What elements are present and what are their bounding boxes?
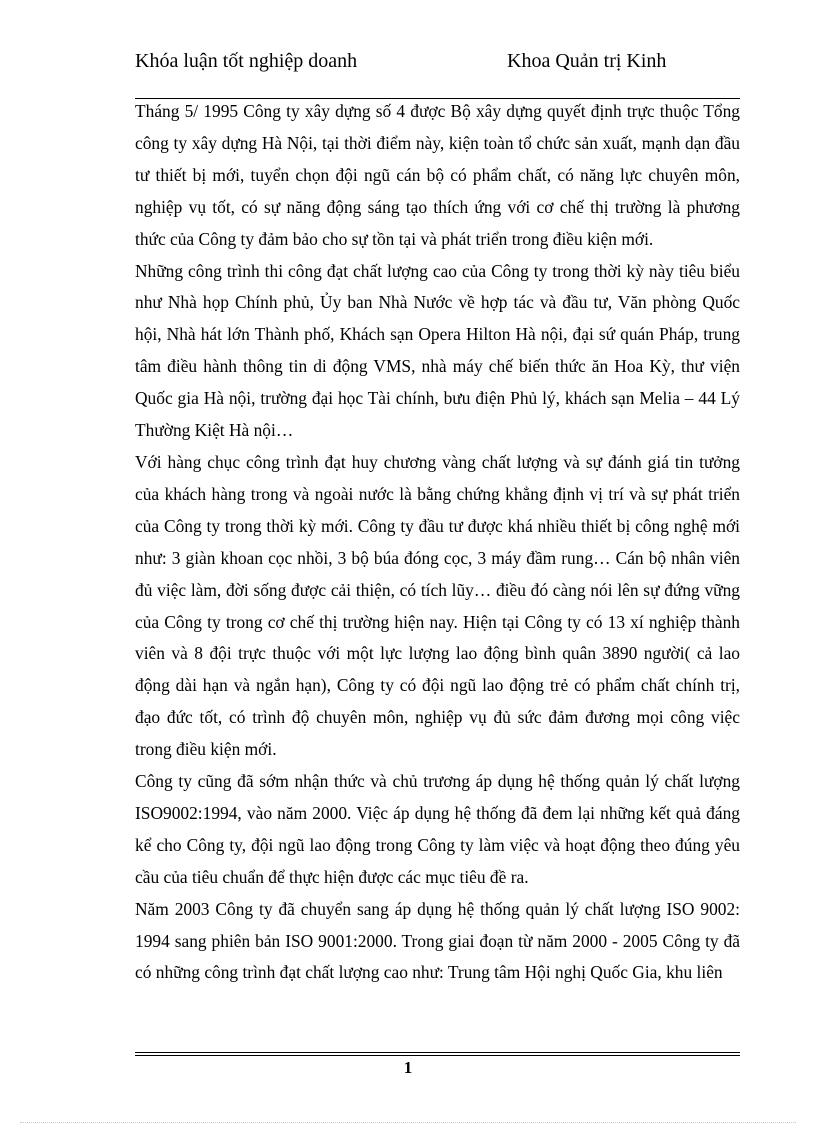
paragraph-2: Những công trình thi công đạt chất lượng cao của Công ty trong thời kỳ này tiêu biểu như Nhà họp Chính phủ, Ủy ban Nhà Nước về hợp tác và đầu tư, Văn phòng Quốc hội, Nhà hát lớn Thành phố, Khách sạn Opera Hilton Hà nội, đại sứ quán Pháp, trung tâm điều hành thông tin di động VMS, nhà máy chế biến thức ăn Hoa Kỳ, thư viện Quốc gia Hà nội, trường đại học Tài chính, bưu điện Phủ lý, khách sạn Melia – 44 Lý Thường Kiệt Hà nội… (135, 260, 740, 441)
footer-rule-bottom (135, 1055, 740, 1056)
page-number: 1 (403, 1058, 413, 1077)
footer-rule-top (135, 1052, 740, 1053)
paragraph-3: Với hàng chục công trình đạt huy chương vàng chất lượng và sự đánh giá tin tưởng của khách hàng trong và ngoài nước là bằng chứng khẳng định vị trí và sự phát triển của Công ty trong thời kỳ mới. Công ty đầu tư được khá nhiều thiết bị công nghệ mới như: 3 giàn khoan cọc nhồi, 3 bộ búa đóng cọc, 3 máy đầm rung… Cán bộ nhân viên đủ việc làm, đời sống được cải thiện, có tích lũy… điều đó càng nói lên sự đứng vững của Công ty trong cơ chế thị trường hiện nay. Hiện tại Công ty có 13 xí nghiệp thành viên và 8 đội trực thuộc với một lực lượng lao động bình quân 3890 người( cả lao động dài hạn và ngắn hạn), Công ty có đội ngũ lao động trẻ có phẩm chất chính trị, đạo đức tốt, có trình độ chuyên môn, nghiệp vụ đủ sức đảm đương mọi công việc trong điều kiện mới. (135, 451, 740, 760)
header-right-title: Khoa Quản trị Kinh (507, 50, 667, 72)
document-body (135, 96, 740, 989)
paragraph-5: Năm 2003 Công ty đã chuyển sang áp dụng hệ thống quản lý chất lượng ISO 9002: 1994 sang phiên bản ISO 9001:2000. Trong giai đoạn từ năm 2000 - 2005 Công ty đã có những công trình đạt chất lượng cao như: Trung tâm Hội nghị Quốc Gia, khu liên (135, 898, 740, 983)
paragraph-4: Công ty cũng đã sớm nhận thức và chủ trương áp dụng hệ thống quản lý chất lượng ISO9002:1994, vào năm 2000. Việc áp dụng hệ thống đã đem lại những kết quả đáng kể cho Công ty, đội ngũ lao động trong Công ty làm việc và hoạt động theo đúng yêu cầu của tiêu chuẩn để thực hiện được các mục tiêu đề ra. (135, 771, 740, 887)
header-left-title: Khóa luận tốt nghiệp doanh (135, 50, 358, 72)
paragraph-1: Tháng 5/ 1995 Công ty xây dựng số 4 được Bộ xây dựng quyết định trực thuộc Tổng công ty xây dựng Hà Nội, tại thời điểm này, kiện toàn tổ chức sản xuất, mạnh dạn đầu tư thiết bị mới, tuyển chọn đội ngũ cán bộ có phẩm chất, có năng lực chuyên môn, nghiệp vụ tốt, có sự năng động sáng tạo thích ứng với cơ chế thị trường là phương thức của Công ty đảm bảo cho sự tồn tại và phát triển trong điều kiện mới. (135, 101, 740, 249)
page-header (135, 46, 740, 96)
